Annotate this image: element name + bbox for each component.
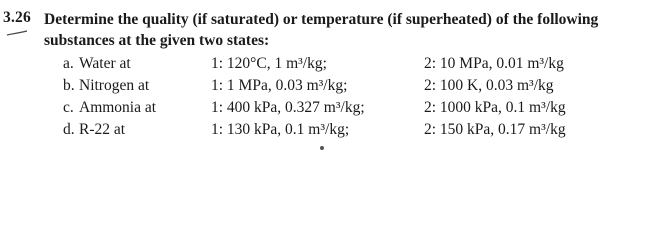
item-substance: Water at — [79, 55, 131, 72]
item-label: b. — [63, 77, 75, 94]
item-state-2: 2: 100 K, 0.03 m³/kg — [424, 77, 554, 94]
item-label: a. — [63, 55, 74, 72]
item-state-1: 1: 400 kPa, 0.327 m³/kg; — [211, 99, 365, 116]
item-state-2: 2: 10 MPa, 0.01 m³/kg — [424, 55, 564, 72]
item-substance: Ammonia at — [79, 99, 157, 116]
problem-statement-line-1: Determine the quality (if saturated) or temperature (if superheated) of the following — [44, 11, 599, 28]
item-state-2: 2: 150 kPa, 0.17 m³/kg — [424, 121, 566, 138]
item-state-2: 2: 1000 kPa, 0.1 m³/kg — [424, 99, 566, 116]
problem-statement-line-2: substances at the given two states: — [44, 32, 270, 49]
item-state-1: 1: 1 MPa, 0.03 m³/kg; — [211, 77, 348, 94]
problem-number: 3.26 — [3, 9, 31, 26]
item-state-1: 1: 130 kPa, 0.1 m³/kg; — [211, 121, 350, 138]
item-substance: R-22 at — [79, 121, 126, 138]
problem-statement — [44, 9, 644, 51]
item-label: d. — [63, 121, 75, 138]
item-label: c. — [63, 99, 74, 116]
item-state-1: 1: 120°C, 1 m³/kg; — [211, 55, 327, 72]
item-substance: Nitrogen at — [79, 77, 150, 94]
ink-dot — [320, 146, 324, 150]
margin-pen-mark — [6, 30, 28, 38]
